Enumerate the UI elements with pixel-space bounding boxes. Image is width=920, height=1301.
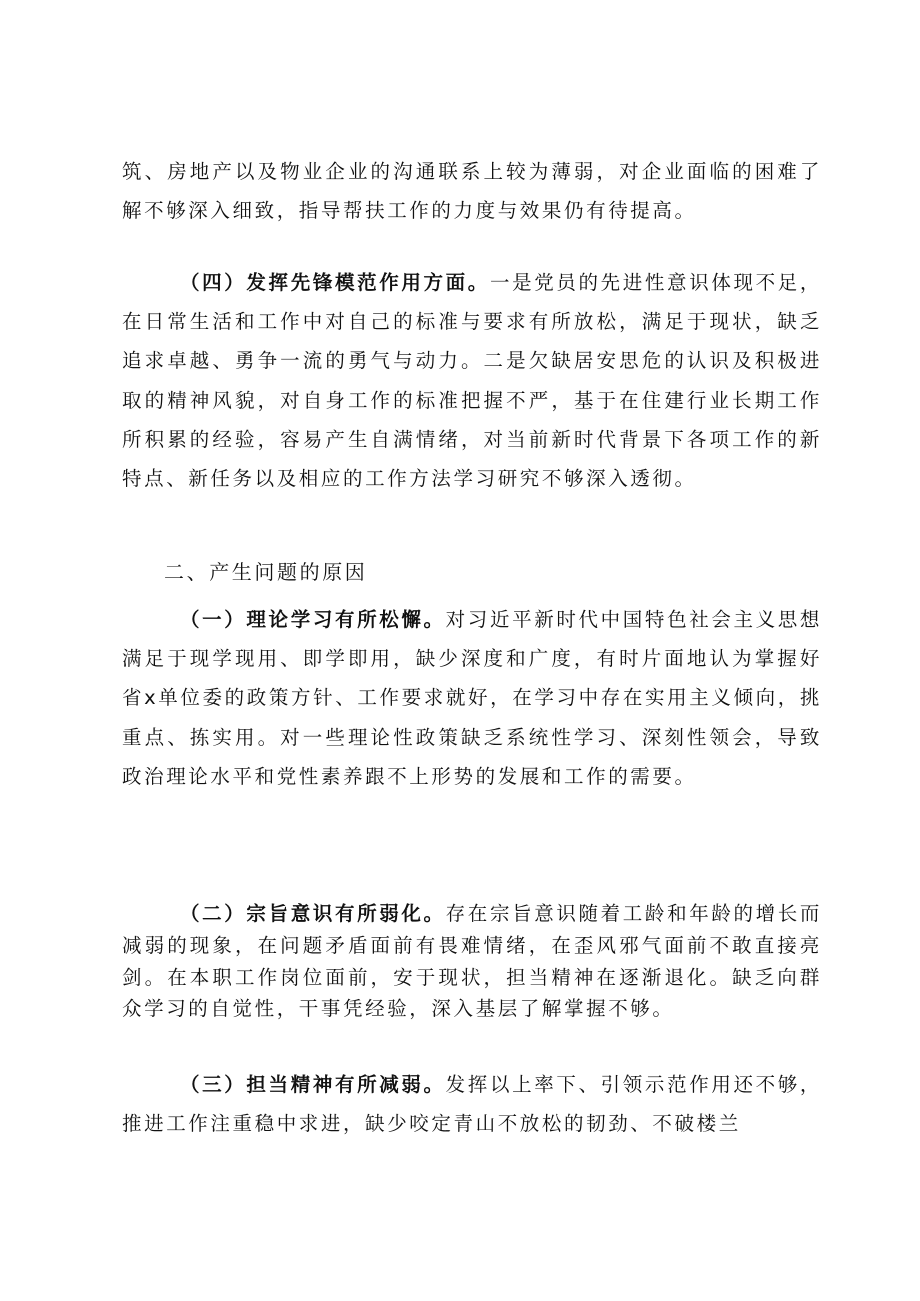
- paragraph-cause-three: [122, 1065, 822, 1143]
- paragraph-lead-heading: （一）理论学习有所松懈。: [180, 608, 446, 631]
- paragraph-body: 一是党员的先进性意识体现不足，在日常生活和工作中对自己的标准与要求有所放松，满足于现状，缺乏追求卓越、勇争一流的勇气与动力。二是欠缺居安思危的认识及积极进取的精神风貌，对自身工作的标准把握不严，基于在住建行业长期工作所积累的经验，容易产生自满情绪，对当前新时代背景下各项工作的新特点、新任务以及相应的工作方法学习研究不够深入透彻。: [122, 271, 822, 491]
- paragraph-body: 筑、房地产以及物业企业的沟通联系上较为薄弱，对企业面临的困难了解不够深入细致，指导帮扶工作的力度与效果仍有待提高。: [122, 160, 822, 223]
- paragraph-body: 对习近平新时代中国特色社会主义思想满足于现学现用、即学即用，缺少深度和广度，有时片面地认为掌握好省x单位委的政策方针、工作要求就好，在学习中存在实用主义倾向，挑重点、拣实用。对一些理论性政策缺乏系统性学习、深刻性领会，导致政治理论水平和党性素养跟不上形势的发展和工作的需要。: [122, 608, 822, 788]
- paragraph-cause-one: [122, 600, 822, 796]
- paragraph-lead-heading: （二）宗旨意识有所弱化。: [180, 902, 446, 925]
- paragraph-lead-heading: （三）担当精神有所减弱。: [180, 1073, 446, 1096]
- paragraph-body: 存在宗旨意识随着工龄和年龄的增长而减弱的现象，在问题矛盾面前有畏难情绪，在歪风邪气面前不敢直接亮剑。在本职工作岗位面前，安于现状，担当精神在逐渐退化。缺乏向群众学习的自觉性，干事凭经验，深入基层了解掌握不够。: [122, 902, 822, 1021]
- paragraph-continuation: [122, 152, 822, 230]
- paragraph-lead-heading: （四）发挥先锋模范作用方面。: [180, 271, 490, 294]
- paragraph-cause-two: [122, 898, 822, 1025]
- section-heading: 二、产生问题的原因: [164, 560, 368, 584]
- paragraph-body: 发挥以上率下、引领示范作用还不够，推进工作注重稳中求进，缺少咬定青山不放松的韧劲、不破楼兰: [122, 1073, 822, 1136]
- paragraph-section-four: [122, 263, 822, 498]
